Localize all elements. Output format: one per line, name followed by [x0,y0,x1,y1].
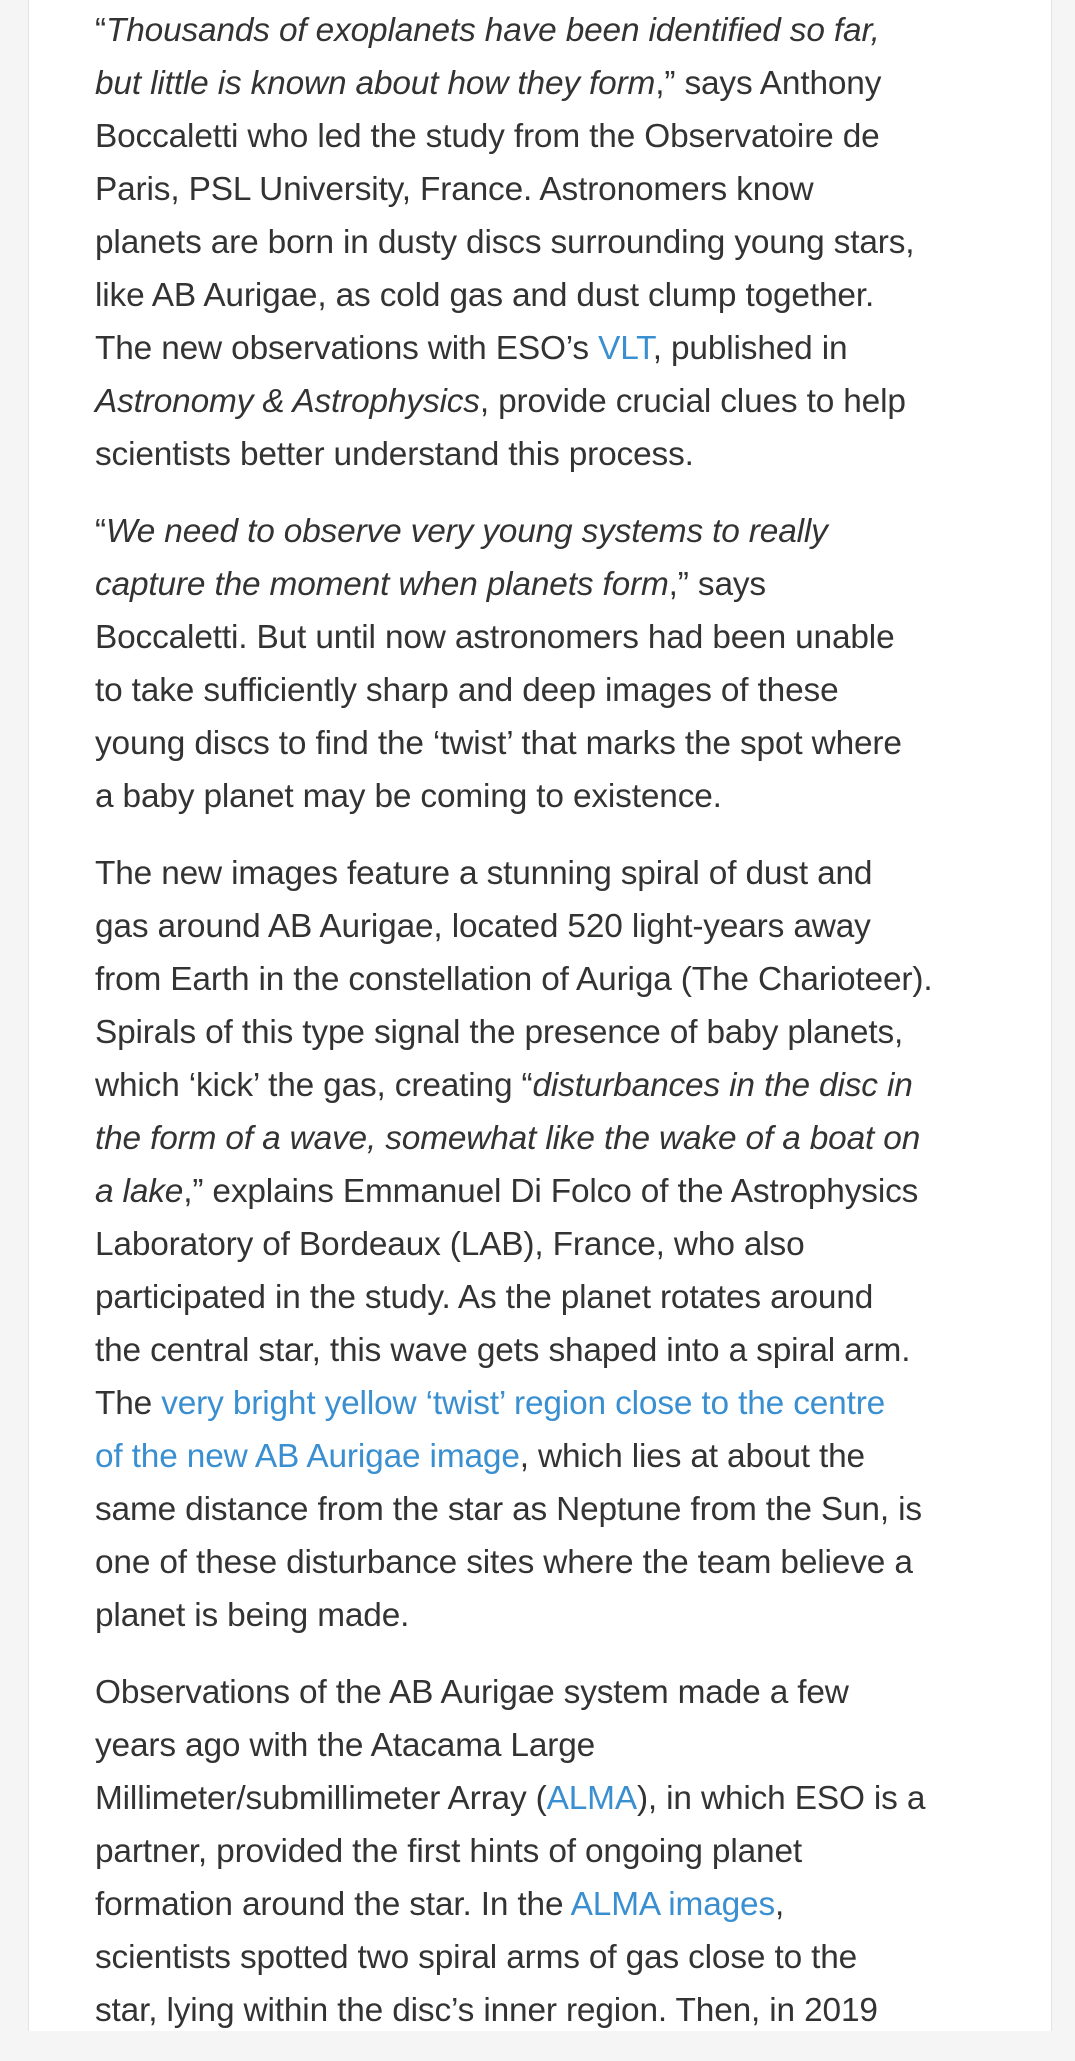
text-line [95,770,1035,823]
text-run: “ [95,12,106,49]
italic-text: We need to observe very young systems to really [105,513,828,550]
text-line [95,717,1035,770]
text-run: from Earth in the constellation of Auriga (The Charioteer). [95,961,933,998]
text-run: , provide crucial clues to help [479,383,906,420]
text-line [95,1536,1035,1589]
page-background [28,0,1052,2031]
text-line [95,1377,1035,1430]
text-run: which ‘kick’ the gas, creating “ [95,1067,533,1104]
text-line [95,664,1035,717]
text-run: the central star, this wave gets shaped into a spiral arm. [95,1332,911,1369]
text-line [95,1271,1035,1324]
text-run: , [775,1886,785,1923]
text-run: “ [95,513,106,550]
article-paragraph [95,505,1035,823]
italic-text: disturbances in the disc in [532,1067,913,1104]
italic-text: the form of a wave, somewhat like the wake of a boat on [95,1120,921,1157]
text-run: , published in [652,330,848,367]
article-body [95,0,1035,2061]
text-run: Observations of the AB Aurigae system made a few [95,1674,849,1711]
text-run: Paris, PSL University, France. Astronomers know [95,171,814,208]
article-paragraph [95,0,1035,481]
italic-text: a lake [95,1173,184,1210]
inline-link[interactable]: of the new AB Aurigae image [95,1438,520,1475]
text-run: planet is being made. [95,1597,410,1634]
text-line [95,163,1035,216]
text-run: planets are born in dusty discs surrounding young stars, [95,224,915,261]
text-run: The new observations with ESO’s [95,330,599,367]
article-paragraph [95,1666,1035,2037]
text-run: same distance from the star as Neptune from the Sun, is [95,1491,922,1528]
text-line [95,1984,1035,2037]
text-run: a baby planet may be coming to existence. [95,778,722,815]
text-line [95,57,1035,110]
text-line [95,269,1035,322]
text-run: star, lying within the disc’s inner region. Then, in 2019 [95,1992,878,2029]
text-run: ,” says [668,566,766,603]
italic-text: Astronomy & Astrophysics [95,383,480,420]
italic-text: but little is known about how they form [95,65,656,102]
text-run: scientists better understand this process. [95,436,694,473]
text-line [95,428,1035,481]
text-line [95,1006,1035,1059]
italic-text: Thousands of exoplanets have been identified so far, [105,12,880,49]
text-line [95,1112,1035,1165]
text-line [95,1589,1035,1642]
text-line [95,1430,1035,1483]
inline-link[interactable]: ALMA [546,1780,637,1817]
text-line [95,505,1035,558]
text-run: gas around AB Aurigae, located 520 light-years away [95,908,871,945]
text-line [95,1218,1035,1271]
article-paragraph [95,847,1035,1642]
text-line [95,558,1035,611]
text-run: young discs to find the ‘twist’ that marks the spot where [95,725,902,762]
text-line [95,1931,1035,1984]
italic-text: capture the moment when planets form [95,566,669,603]
text-line [95,110,1035,163]
text-run: ), in which ESO is a [636,1780,926,1817]
text-line [95,1059,1035,1112]
text-run: ,” explains Emmanuel Di Folco of the Astrophysics [183,1173,919,1210]
text-line [95,1772,1035,1825]
text-line [95,322,1035,375]
text-run: ,” says Anthony [655,65,882,102]
text-run: to take sufficiently sharp and deep images of these [95,672,839,709]
text-line [95,216,1035,269]
text-line [95,847,1035,900]
text-run: Boccaletti. But until now astronomers had been unable [95,619,895,656]
text-line [95,1483,1035,1536]
text-line [95,375,1035,428]
text-run: participated in the study. As the planet rotates around [95,1279,874,1316]
text-run: Boccaletti who led the study from the Observatoire de [95,118,880,155]
text-run: years ago with the Atacama Large [95,1727,596,1764]
text-run: one of these disturbance sites where the team believe a [95,1544,913,1581]
inline-link[interactable]: very bright yellow ‘twist’ region close to the centre [161,1385,886,1422]
text-run: formation around the star. In the [95,1886,571,1923]
text-line [95,1825,1035,1878]
text-run: Millimeter/submillimeter Array ( [95,1780,547,1817]
inline-link[interactable]: ALMA images [570,1886,776,1923]
text-line [95,1878,1035,1931]
text-run: Spirals of this type signal the presence of baby planets, [95,1014,904,1051]
text-run: like AB Aurigae, as cold gas and dust clump together. [95,277,875,314]
text-run: Laboratory of Bordeaux (LAB), France, who also [95,1226,805,1263]
text-line [95,611,1035,664]
text-line [95,1324,1035,1377]
text-line [95,900,1035,953]
inline-link[interactable]: VLT [598,330,653,367]
text-run: scientists spotted two spiral arms of gas close to the [95,1939,858,1976]
text-line [95,953,1035,1006]
text-run: The new images feature a stunning spiral of dust and [95,855,873,892]
text-run: , which lies at about the [519,1438,865,1475]
text-line [95,1165,1035,1218]
text-line [95,1719,1035,1772]
text-run: partner, provided the first hints of ongoing planet [95,1833,803,1870]
text-line [95,1666,1035,1719]
text-run: The [95,1385,162,1422]
text-line [95,4,1035,57]
